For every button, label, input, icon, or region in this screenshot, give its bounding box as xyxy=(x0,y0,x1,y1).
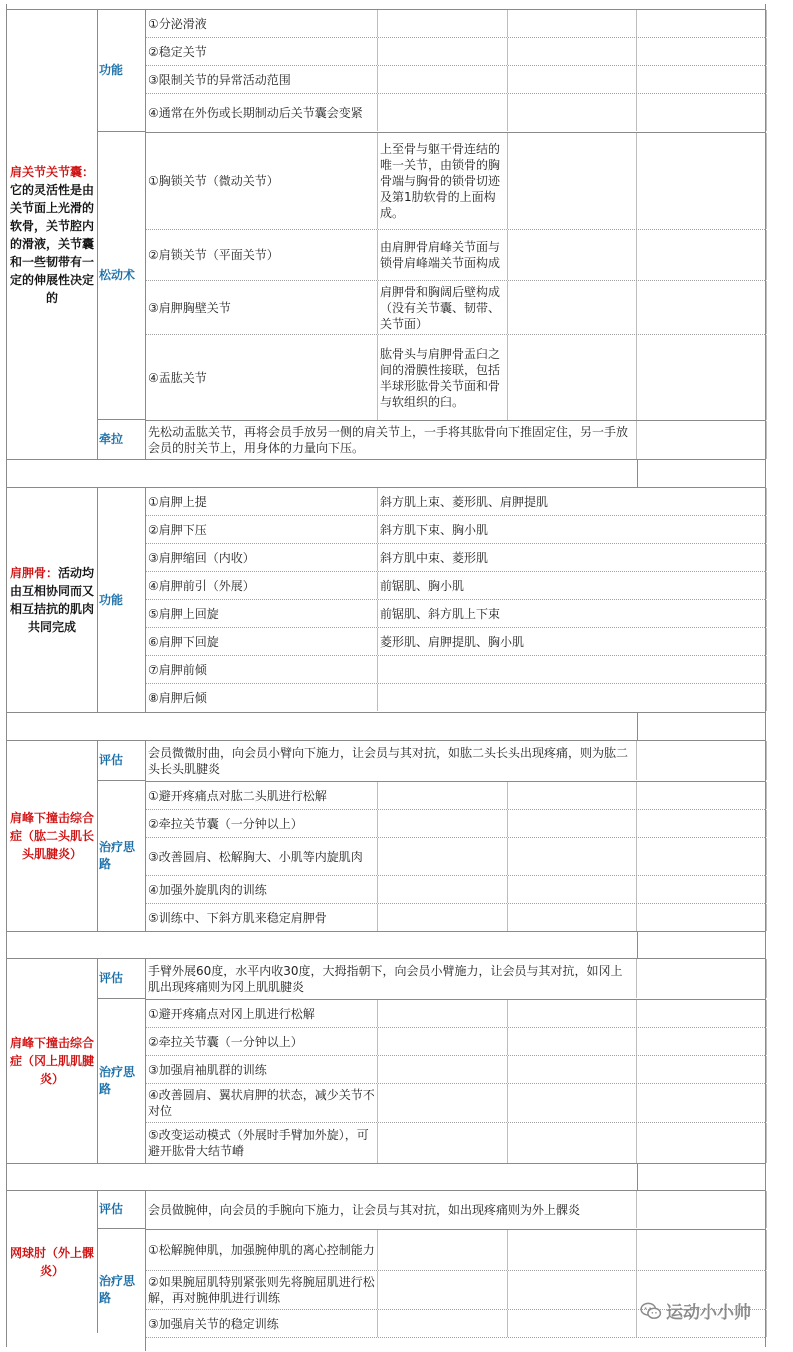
group-label: 功能 xyxy=(97,488,146,712)
row-item: ①避开疼痛点对肱二头肌进行松解 xyxy=(146,782,378,809)
table-row xyxy=(146,876,765,904)
section-shoulder-capsule xyxy=(7,9,765,460)
table-row xyxy=(146,1000,765,1028)
row-detail: 前锯肌、胸小肌 xyxy=(378,572,767,599)
row-detail: 肱骨头与肩胛骨盂臼之间的滑膜性接联，包括半球形肱骨关节面和骨与软组织的臼。 xyxy=(378,335,508,420)
row-detail: 前锯肌、斜方肌上下束 xyxy=(378,600,767,627)
row-item: ④肩胛前引（外展） xyxy=(146,572,378,599)
row-item: ④通常在外伤或长期制动后关节囊会变紧 xyxy=(146,94,378,131)
table-row xyxy=(146,516,765,544)
table-row xyxy=(146,656,765,684)
section-scapula xyxy=(7,487,765,713)
table-row xyxy=(146,600,765,628)
table-row xyxy=(146,1230,765,1271)
table-row xyxy=(146,959,765,998)
table-row xyxy=(146,544,765,572)
row-item: ⑥肩胛下回旋 xyxy=(146,628,378,655)
section-tennis-elbow xyxy=(7,1190,765,1351)
row-item: ⑤改变运动模式（外展时手臂加外旋），可避开肱骨大结节嵴 xyxy=(146,1123,378,1163)
group-label: 松动术 xyxy=(97,132,146,420)
table-frame xyxy=(6,4,766,1347)
row-item: ④盂肱关节 xyxy=(146,335,378,420)
row-item: 手臂外展60度，水平内收30度，大拇指朝下，向会员小臂施力，让会员与其对抗，如冈上肌出现疼痛则为冈上肌肌腱炎 xyxy=(146,959,637,998)
table-row xyxy=(146,230,765,281)
row-detail: 肩胛骨和胸阔后壁构成（没有关节囊、韧带、关节面） xyxy=(378,281,508,334)
table-row xyxy=(146,38,765,66)
table-row xyxy=(146,628,765,656)
table-row xyxy=(146,10,765,38)
row-item: ③加强肩关节的稳定训练 xyxy=(146,1310,378,1337)
row-item: ①胸锁关节（微动关节） xyxy=(146,133,378,229)
table-row xyxy=(146,1123,765,1163)
table-row xyxy=(146,684,765,711)
section-spacer xyxy=(7,712,765,740)
row-item: ②稳定关节 xyxy=(146,38,378,65)
topic-title: 肩关节关节囊： xyxy=(9,164,94,179)
row-item: ③改善圆肩、松解胸大、小肌等内旋肌肉 xyxy=(146,838,378,875)
table-row xyxy=(146,335,765,420)
topic-body: 活动均由互相协同而又相互拮抗的肌肉共同完成 xyxy=(9,566,95,634)
row-detail: 斜方肌上束、菱形肌、肩胛提肌 xyxy=(378,488,767,515)
row-item: ③肩胛胸壁关节 xyxy=(146,281,378,334)
topic-cell xyxy=(7,488,98,712)
table-row xyxy=(146,94,765,131)
row-detail: 斜方肌下束、胸小肌 xyxy=(378,516,767,543)
row-item: ①松解腕伸肌，加强腕伸肌的离心控制能力 xyxy=(146,1230,378,1270)
row-item: ①肩胛上提 xyxy=(146,488,378,515)
row-item: ⑤肩胛上回旋 xyxy=(146,600,378,627)
table-row xyxy=(146,782,765,810)
group-label: 治疗思路 xyxy=(97,999,146,1163)
topic-body: 它的灵活性是由关节面上光滑的软骨，关节腔内的滑液，关节囊和一些韧带有一定的伸展性决定的 xyxy=(9,182,94,305)
row-detail: 斜方肌中束、菱形肌 xyxy=(378,544,767,571)
table-row xyxy=(146,1191,765,1228)
row-item: 先松动盂肱关节，再将会员手放另一侧的肩关节上，一手将其肱骨向下推固定住，另一手放会员的肘关节上，用身体的力量向下压。 xyxy=(146,421,637,459)
row-detail: 上至骨与躯干骨连结的唯一关节，由锁骨的胸骨端与胸骨的锁骨切迹及第1肋软骨的上面构成。 xyxy=(378,133,508,229)
row-item: ⑧肩胛后倾 xyxy=(146,684,378,711)
table-row xyxy=(146,421,765,459)
row-item: ②如果腕屈肌特别紧张则先将腕屈肌进行松解，再对腕伸肌进行训练 xyxy=(146,1271,378,1309)
section-spacer xyxy=(7,459,765,487)
table-row xyxy=(146,1056,765,1084)
table-row xyxy=(146,810,765,838)
table-row xyxy=(146,133,765,230)
row-item: ②肩锁关节（平面关节） xyxy=(146,230,378,280)
group-label: 评估 xyxy=(97,1191,146,1229)
row-item: ①分泌滑液 xyxy=(146,10,378,37)
topic-cell xyxy=(7,741,98,931)
row-item: 会员微微肘曲，向会员小臂向下施力，让会员与其对抗，如肱二头长头出现疼痛，则为肱二头长头肌腱炎 xyxy=(146,741,637,780)
row-item: ②肩胛下压 xyxy=(146,516,378,543)
topic-cell xyxy=(7,10,98,459)
group-label: 评估 xyxy=(97,741,146,781)
table-row xyxy=(146,741,765,780)
table-row xyxy=(146,838,765,876)
row-item: ②牵拉关节囊（一分钟以上） xyxy=(146,810,378,837)
row-item: ③肩胛缩回（内收） xyxy=(146,544,378,571)
row-item: 会员做腕伸，向会员的手腕向下施力，让会员与其对抗，如出现疼痛则为外上髁炎 xyxy=(146,1191,637,1228)
row-item: ③加强肩袖肌群的训练 xyxy=(146,1056,378,1083)
table-row xyxy=(146,904,765,931)
section-spacer xyxy=(7,931,765,958)
table-row xyxy=(146,1084,765,1123)
row-item: ④改善圆肩、翼状肩胛的状态，减少关节不对位 xyxy=(146,1084,378,1122)
table-row xyxy=(146,572,765,600)
watermark-text: 运动小小帅 xyxy=(666,1303,751,1323)
topic-cell xyxy=(7,1191,98,1333)
topic-title: 网球肘（外上髁炎） xyxy=(9,1246,94,1278)
table-row xyxy=(146,281,765,335)
group-label: 治疗思路 xyxy=(97,1229,146,1351)
row-item: ②牵拉关节囊（一分钟以上） xyxy=(146,1028,378,1055)
row-detail: 由肩胛骨肩峰关节面与锁骨肩峰端关节面构成 xyxy=(378,230,508,280)
section-biceps-tendinitis xyxy=(7,740,765,932)
row-item: ④加强外旋肌肉的训练 xyxy=(146,876,378,903)
row-item: ⑦肩胛前倾 xyxy=(146,656,378,683)
topic-title: 肩峰下撞击综合症（肱二头肌长头肌腱炎） xyxy=(9,811,94,861)
row-item: ③限制关节的异常活动范围 xyxy=(146,66,378,93)
row-item: ⑤训练中、下斜方肌来稳定肩胛骨 xyxy=(146,904,378,931)
section-spacer xyxy=(7,1163,765,1190)
group-label: 功能 xyxy=(97,10,146,132)
group-label: 牵拉 xyxy=(97,420,146,459)
group-label: 治疗思路 xyxy=(97,781,146,931)
watermark xyxy=(640,1298,751,1323)
topic-title: 肩胛骨： xyxy=(9,566,58,580)
table-row xyxy=(146,488,765,516)
wechat-icon xyxy=(640,1302,662,1320)
topic-cell xyxy=(7,959,98,1163)
row-item: ①避开疼痛点对冈上肌进行松解 xyxy=(146,1000,378,1027)
section-supraspinatus-tendinitis xyxy=(7,958,765,1164)
table-row xyxy=(146,66,765,94)
topic-title: 肩峰下撞击综合症（冈上肌肌腱炎） xyxy=(9,1036,94,1086)
table-row xyxy=(146,1028,765,1056)
row-detail: 菱形肌、肩胛提肌、胸小肌 xyxy=(378,628,767,655)
group-label: 评估 xyxy=(97,959,146,999)
